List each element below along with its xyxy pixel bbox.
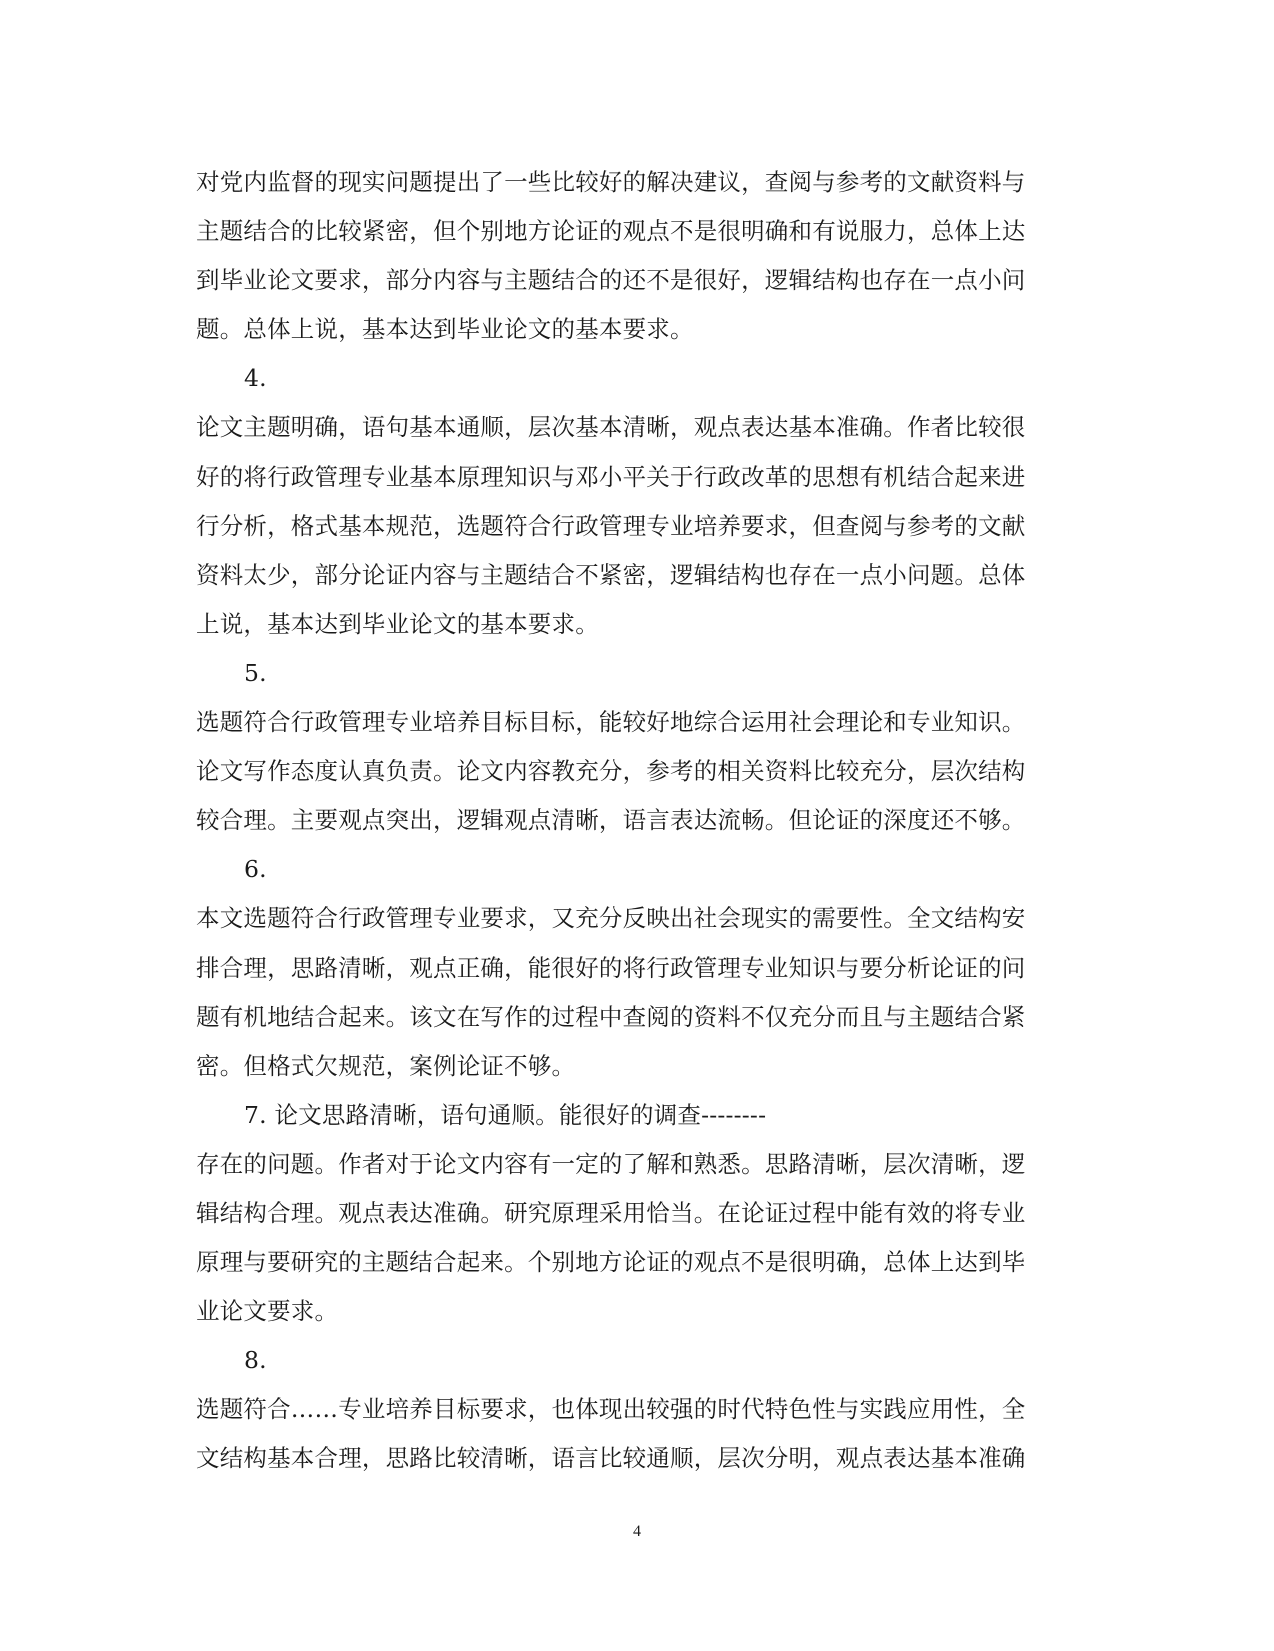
item-number: 8. (244, 1346, 267, 1375)
text-line: 存在的问题。作者对于论文内容有一定的了解和熟悉。思路清晰，层次清晰，逻 (196, 1149, 1026, 1178)
text-line: 本文选题符合行政管理专业要求，又充分反映出社会现实的需要性。全文结构安 (196, 904, 1026, 933)
text-line: 资料太少，部分论证内容与主题结合不紧密，逻辑结构也存在一点小问题。总体 (196, 560, 1026, 589)
text-line: 主题结合的比较紧密，但个别地方论证的观点不是很明确和有说服力，总体上达 (196, 217, 1026, 246)
text-line: 到毕业论文要求，部分内容与主题结合的还不是很好，逻辑结构也存在一点小问 (196, 266, 1026, 295)
text-line: 文结构基本合理，思路比较清晰，语言比较通顺，层次分明，观点表达基本准确 (196, 1444, 1026, 1473)
item-number: 6. (244, 855, 267, 884)
text-line: 选题符合……专业培养目标要求，也体现出较强的时代特色性与实践应用性，全 (196, 1395, 1026, 1424)
body-text (196, 158, 1076, 1484)
text-line: 密。但格式欠规范，案例论证不够。 (196, 1051, 576, 1080)
text-line: 行分析，格式基本规范，选题符合行政管理专业培养要求，但查阅与参考的文献 (196, 511, 1026, 540)
text-line: 论文主题明确，语句基本通顺，层次基本清晰，观点表达基本准确。作者比较很 (196, 413, 1026, 442)
item-number: 5. (244, 658, 267, 687)
text-line: 上说，基本达到毕业论文的基本要求。 (196, 609, 599, 638)
item-number: 4. (244, 364, 267, 393)
text-line: 论文写作态度认真负责。论文内容教充分，参考的相关资料比较充分，层次结构 (196, 757, 1026, 786)
text-line: 原理与要研究的主题结合起来。个别地方论证的观点不是很明确，总体上达到毕 (196, 1248, 1026, 1277)
text-line: 业论文要求。 (196, 1297, 339, 1326)
text-line: 选题符合行政管理专业培养目标目标，能较好地综合运用社会理论和专业知识。 (196, 708, 1026, 737)
item-number: 7. 论文思路清晰，语句通顺。能很好的调查-------- (244, 1100, 767, 1129)
text-line: 好的将行政管理专业基本原理知识与邓小平关于行政改革的思想有机结合起来进 (196, 462, 1026, 491)
text-line: 辑结构合理。观点表达准确。研究原理采用恰当。在论证过程中能有效的将专业 (196, 1198, 1026, 1227)
text-line: 题。总体上说，基本达到毕业论文的基本要求。 (196, 315, 694, 344)
text-line: 题有机地结合起来。该文在写作的过程中查阅的资料不仅充分而且与主题结合紧 (196, 1002, 1026, 1031)
page-number: 4 (633, 1523, 641, 1540)
text-line: 排合理，思路清晰，观点正确，能很好的将行政管理专业知识与要分析论证的问 (196, 953, 1026, 982)
text-line: 对党内监督的现实问题提出了一些比较好的解决建议，查阅与参考的文献资料与 (196, 168, 1026, 196)
text-line: 较合理。主要观点突出，逻辑观点清晰，语言表达流畅。但论证的深度还不够。 (196, 806, 1026, 835)
